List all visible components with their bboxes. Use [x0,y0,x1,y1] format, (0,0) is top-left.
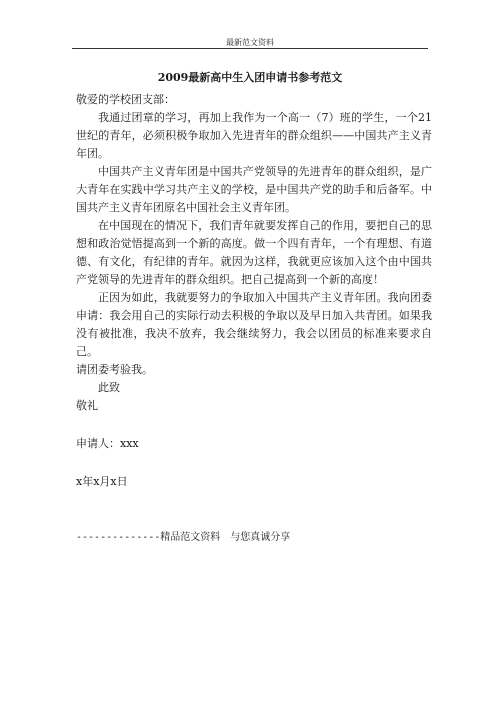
salutation: 敬爱的学校团支部： [76,93,175,106]
date-line: x年x月x日 [76,475,128,488]
footer-dashes: -------------- [76,532,161,543]
paragraph-1: 我通过团章的学习，再加上我作为一个高一（7）班的学生，一个21世纪的青年，必须积极争取加入先进青年的群众组织——中国共产主义青年团。 [76,111,432,160]
closing-line-2: 敬礼 [76,399,98,412]
paragraph-3: 在中国现在的情况下，我们青年就要发挥自己的作用，要把自己的思想和政治觉悟提高到一个新的高度。做一个四有青年，一个有理想、有道德、有文化，有纪律的青年。就因为这样，我就更应该加入这个由中国共产党领导的先进青年的群众组织。把自己提高到一个新的高度！ [76,219,432,286]
applicant-line: 申请人：xxx [76,437,139,450]
document-title: 2009最新高中生入团申请书参考范文 [157,71,343,84]
request-line: 请团委考验我。 [76,363,153,376]
paragraph-4: 正因为如此，我就要努力的争取加入中国共产主义青年团。我向团委申请：我会用自己的实际行动去积极的争取以及早日加入共青团。如果我没有被批准，我决不放弃，我会继续努力，我会以团员的标准来要求自己。 [76,291,432,358]
footer-text: 精品范文资料 与您真诚分享 [160,532,291,543]
closing-line-1: 此致 [98,381,120,394]
header-divider [72,48,428,49]
paragraph-2: 中国共产主义青年团是中国共产党领导的先进青年的群众组织，是广大青年在实践中学习共产主义的学校，是中国共产党的助手和后备军。中国共产主义青年团原名中国社会主义青年团。 [76,165,432,214]
page-header: 最新范文资料 [226,38,274,47]
page-footer [76,531,290,545]
